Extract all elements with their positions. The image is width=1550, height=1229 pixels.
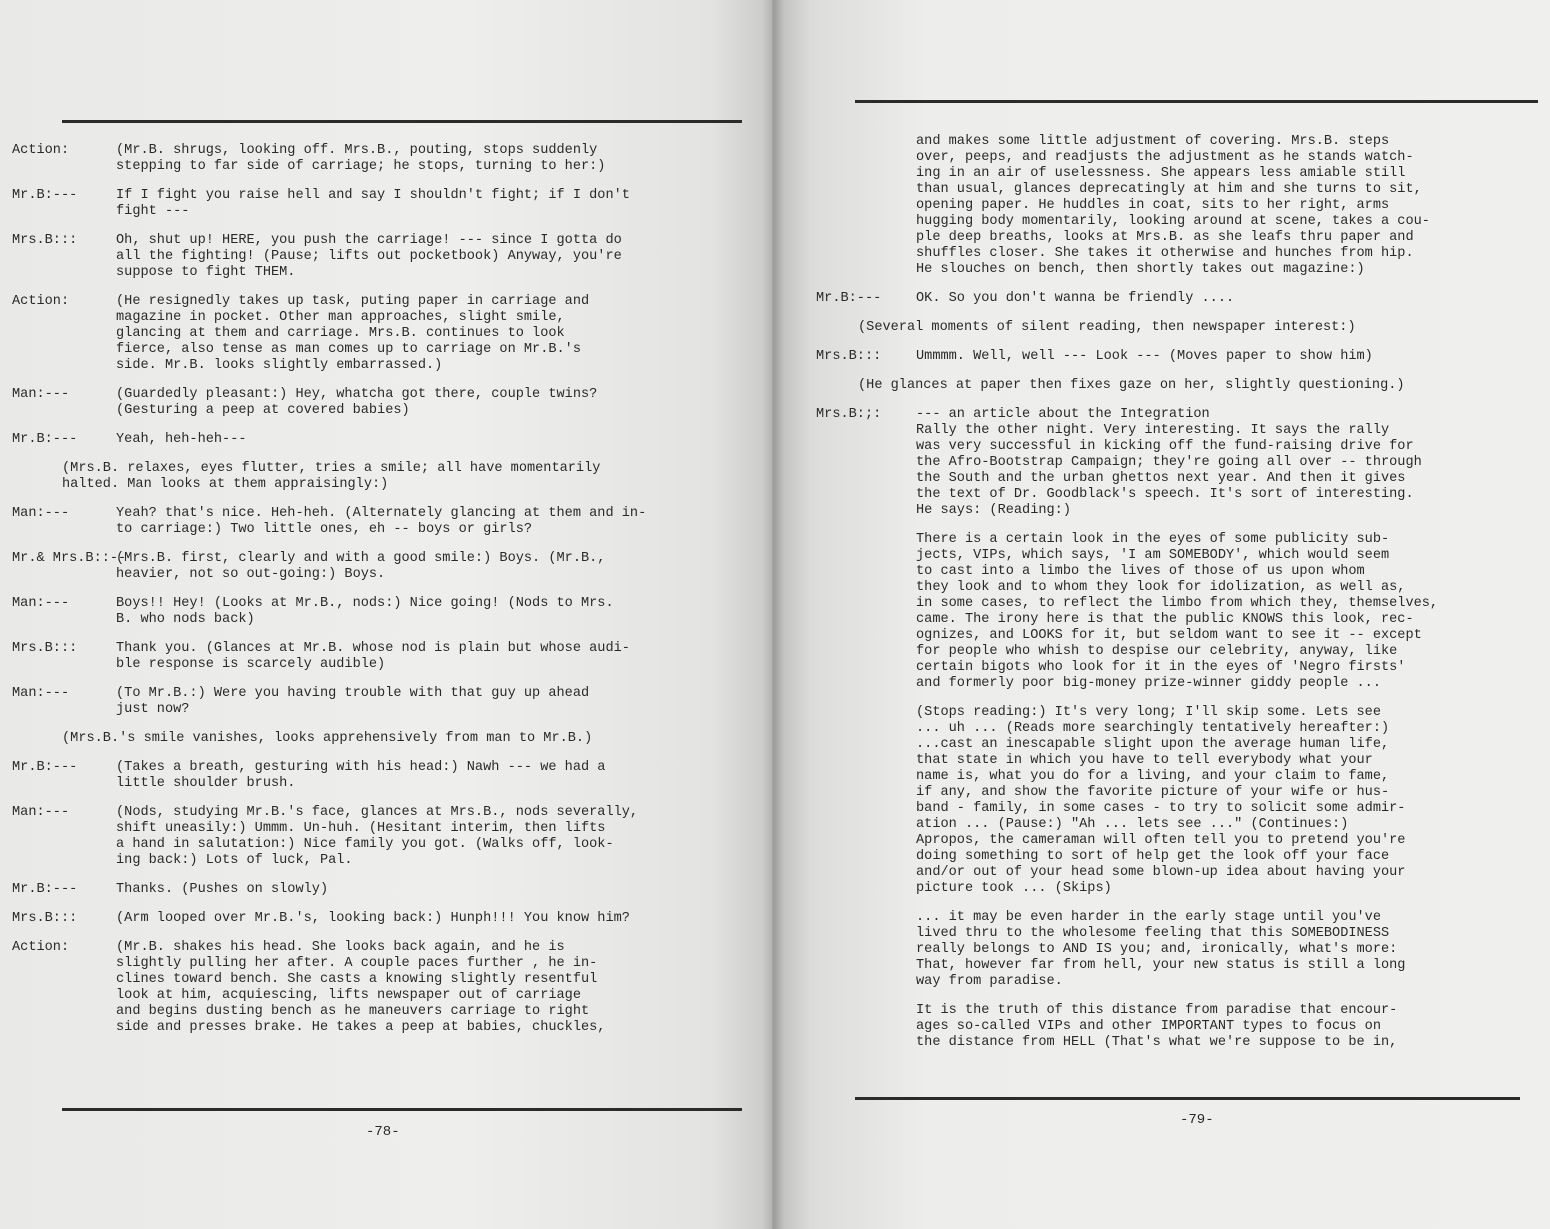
- speaker-label: Mr.B:---: [12, 432, 78, 447]
- speaker-label: Mr.B:---: [12, 760, 78, 775]
- dialogue-line: [12, 805, 764, 869]
- dialogue-line: [12, 911, 764, 927]
- speaker-label: Mr.B:---: [12, 882, 78, 897]
- dialogue-line: [12, 641, 764, 673]
- dialogue-line: [12, 506, 764, 538]
- speaker-label: Man:---: [12, 805, 70, 820]
- bottom-rule: [62, 1108, 742, 1111]
- dialogue-text: Ummmm. Well, well --- Look --- (Moves paper to show him): [916, 349, 1373, 364]
- right-page: [772, 0, 1550, 1229]
- dialogue-line: [12, 233, 764, 281]
- top-rule: [62, 120, 742, 123]
- speaker-label: Man:---: [12, 686, 70, 701]
- dialogue-text: --- an article about the Integration Rally the other night. Very interesting. It says the rally was very successful in kicking off the fund-raising drive for the Afro-Bootstrap Campaign; they're going all over -- through the South and the urban ghettos next year. And then it gives the text of Dr. Goodblack's speech. It's sort of interesting. He says: (Reading:): [916, 407, 1422, 518]
- dialogue-text: Thanks. (Pushes on slowly): [116, 882, 329, 897]
- left-page: [0, 0, 772, 1229]
- dialogue-text: (Guardedly pleasant:) Hey, whatcha got there, couple twins? (Gesturing a peep at covered babies): [116, 387, 598, 418]
- page-number: -78-: [366, 1124, 400, 1140]
- speaker-label: Man:---: [12, 506, 70, 521]
- speaker-label: Mrs.B:::: [12, 911, 78, 926]
- stage-direction: (Several moments of silent reading, then newspaper interest:): [858, 320, 1356, 335]
- dialogue-line: [12, 760, 764, 792]
- dialogue-text: (Mr.B. shrugs, looking off. Mrs.B., pouting, stops suddenly stepping to far side of carriage; he stops, turning to her:): [116, 143, 606, 174]
- dialogue-text: (To Mr.B.:) Were you having trouble with that guy up ahead just now?: [116, 686, 590, 717]
- dialogue-text: (Arm looped over Mr.B.'s, looking back:) Hunph!!! You know him?: [116, 911, 630, 926]
- top-rule: [855, 100, 1538, 103]
- dialogue-line: [12, 188, 764, 220]
- binding-gutter: [762, 0, 784, 1229]
- speaker-label: Mrs.B:::: [12, 233, 78, 248]
- quoted-speech-paragraph: It is the truth of this distance from paradise that encour- ages so-called VIPs and other IMPORTANT types to focus on the distance from HELL (That's what we're suppose to be in,: [916, 1003, 1398, 1050]
- speaker-label: Action:: [12, 143, 70, 158]
- dialogue-text: Oh, shut up! HERE, you push the carriage! --- since I gotta do all the fighting! (Pause; lifts out pocketbook) Anyway, you're suppose to fight THEM.: [116, 233, 622, 280]
- speaker-label: Action:: [12, 294, 70, 309]
- page-number: -79-: [1180, 1112, 1214, 1128]
- action-continuation: and makes some little adjustment of covering. Mrs.B. steps over, peeps, and readjusts the adjustment as he stands watch- ing in an air of uselessness. She appears less amiable still than usual, glances deprecatingly at him and she turns to sit, opening paper. He huddles in coat, sits to her right, arms hugging body momentarily, looking around at scene, takes a cou- ple deep breaths, looks at Mrs.B. as she leafs thru paper and shuffles closer. She takes it otherwise and hunches from hip. He slouches on bench, then shortly takes out magazine:): [916, 134, 1430, 277]
- dialogue-line: [12, 596, 764, 628]
- stage-direction: (Mrs.B.'s smile vanishes, looks apprehensively from man to Mr.B.): [62, 731, 593, 746]
- bottom-rule: [855, 1097, 1520, 1100]
- dialogue-line: [816, 349, 1546, 365]
- stage-direction: (Mrs.B. relaxes, eyes flutter, tries a smile; all have momentarily halted. Man looks at them appraisingly:): [62, 461, 601, 492]
- quoted-speech-paragraph: There is a certain look in the eyes of some publicity sub- jects, VIPs, which says, 'I am SOMEBODY', which would seem to cast into a limbo the lives of those of us upon whom they look and to whom they look for idolization, as well as, in some cases, to reflect the limbo from which they, themselves, came. The irony here is that the public KNOWS this look, rec- ognizes, and LOOKS for it, but seldom want to see it -- except for people who whish to despise our celebrity, anyway, like certain bigots who look for it in the eyes of 'Negro firsts' and formerly poor big-money prize-winner giddy people ...: [916, 532, 1439, 691]
- dialogue-text: Thank you. (Glances at Mr.B. whose nod is plain but whose audi- ble response is scarcely audible): [116, 641, 630, 672]
- dialogue-text: (Nods, studying Mr.B.'s face, glances at Mrs.B., nods severally, shift uneasily:) Ummm. Un-huh. (Hesitant interim, then lifts a hand in salutation:) Nice family you got. (Walks off, look- ing back:) Lots of luck, Pal.: [116, 805, 639, 868]
- dialogue-text: (Mr.B. shakes his head. She looks back again, and he is slightly pulling her after. A couple paces further , he in- clines toward bench. She casts a knowing slightly resentful look at him, acquiescing, lifts newspaper out of carriage and begins dusting bench as he maneuvers carriage to right side and presses brake. He takes a peep at babies, chuckles,: [116, 940, 606, 1035]
- dialogue-line: [816, 407, 1546, 519]
- speaker-label: Man:---: [12, 387, 70, 402]
- speaker-label: Action:: [12, 940, 70, 955]
- quoted-speech-paragraph: ... it may be even harder in the early stage until you've lived thru to the wholesome feeling that this SOMEBODINESS really belongs to AND IS you; and, ironically, what's more: That, however far from hell, your new status is still a long way from paradise.: [916, 910, 1406, 989]
- dialogue-text: (Takes a breath, gesturing with his head:) Nawh --- we had a little shoulder brush.: [116, 760, 606, 791]
- dialogue-text: Boys!! Hey! (Looks at Mr.B., nods:) Nice going! (Nods to Mrs. B. who nods back): [116, 596, 614, 627]
- dialogue-line: [12, 940, 764, 1036]
- speaker-label: Mrs.B:::: [816, 349, 882, 364]
- speaker-label: Mrs.B:;:: [816, 407, 882, 422]
- right-page-text: [816, 134, 1546, 1064]
- speaker-label: Man:---: [12, 596, 70, 611]
- dialogue-text: (He resignedly takes up task, puting paper in carriage and magazine in pocket. Other man approaches, slight smile, glancing at them and carriage. Mrs.B. continues to look fierce, also tense as man comes up to carriage on Mr.B.'s side. Mr.B. looks slightly embarrassed.): [116, 294, 590, 373]
- dialogue-line: [12, 387, 764, 419]
- dialogue-line: [12, 686, 764, 718]
- dialogue-text: If I fight you raise hell and say I shouldn't fight; if I don't fight ---: [116, 188, 630, 219]
- dialogue-text: Yeah, heh-heh---: [116, 432, 247, 447]
- dialogue-line: [816, 291, 1546, 307]
- speaker-label: Mr.& Mrs.B::--: [12, 551, 127, 566]
- stage-direction: (He glances at paper then fixes gaze on her, slightly questioning.): [858, 378, 1405, 393]
- dialogue-line: [12, 882, 764, 898]
- speaker-label: Mr.B:---: [816, 291, 882, 306]
- left-page-text: [12, 143, 764, 1049]
- dialogue-line: [12, 432, 764, 448]
- dialogue-text: OK. So you don't wanna be friendly ....: [916, 291, 1235, 306]
- speaker-label: Mrs.B:::: [12, 641, 78, 656]
- dialogue-text: Yeah? that's nice. Heh-heh. (Alternately glancing at them and in- to carriage:) Two little ones, eh -- boys or girls?: [116, 506, 647, 537]
- dialogue-line: [12, 551, 764, 583]
- dialogue-line: [12, 143, 764, 175]
- quoted-speech-paragraph: (Stops reading:) It's very long; I'll skip some. Lets see ... uh ... (Reads more searchingly tentatively hereafter:) ...cast an inescapable slight upon the average human life, that state in which you have to tell everybody what your name is, what you do for a living, and your claim to fame, if any, and show the favorite picture of your wife or hus- band - family, in some cases - to try to solicit some admir- ation ... (Pause:) "Ah ... lets see ..." (Continues:) Apropos, the cameraman will often tell you to pretend you're doing something to sort of help get the look off your face and/or out of your head some blown-up idea about having your picture took ... (Skips): [916, 705, 1406, 896]
- dialogue-line: [12, 294, 764, 374]
- dialogue-text: (Mrs.B. first, clearly and with a good smile:) Boys. (Mr.B., heavier, not so out-going:) Boys.: [116, 551, 606, 582]
- speaker-label: Mr.B:---: [12, 188, 78, 203]
